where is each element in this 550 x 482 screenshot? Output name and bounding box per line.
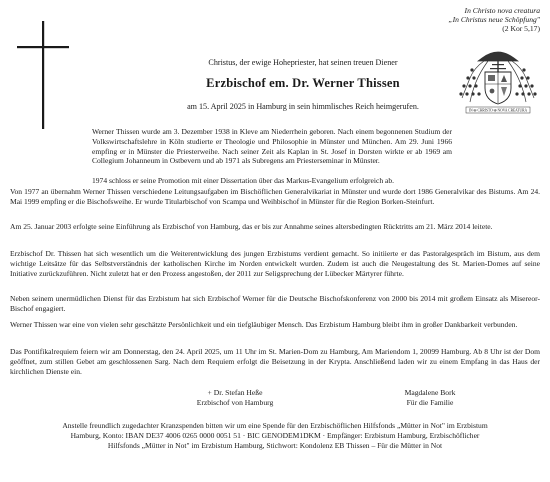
donation-notice	[10, 421, 540, 450]
biography-paragraph: Werner Thissen wurde am 3. Dezember 1938 in Kleve am Niederrhein geboren. Nach einem begonnenen Studium der Volkswirtschaftslehre in Köln studierte er Theologie und Philosophie in Münster und München. Am 29. Juni 1966 empfing er in Münster die Priesterweihe. Nach seiner Zeit als Kaplan in St. Josef in Dorsten wirkte er ab 1969 am Collegium Johanneum in Ostbevern und ab 1971 als Subregens am Priesterseminar in Münster.	[92, 127, 452, 166]
signature-name: Magdalene Bork	[404, 388, 456, 397]
motto-reference: (2 Kor 5,17)	[502, 24, 540, 33]
svg-text:IN ✠ CHRISTO ✠ NOVA CREATURA: IN ✠ CHRISTO ✠ NOVA CREATURA	[468, 108, 528, 113]
biography-paragraph: Werner Thissen war eine von vielen sehr geschätzte Persönlichkeit und ein tiefgläubiger Mensch. Das Erzbistum Hamburg bleibt ihm in großer Dankbarkeit verbunden.	[10, 320, 518, 329]
deceased-name: Erzbischof em. Dr. Werner Thissen	[206, 76, 400, 90]
motto-block	[448, 6, 540, 33]
biography-paragraph: Neben seinem unermüdlichen Dienst für das Erzbistum hat sich Erzbischof Werner für die Deutsche Bischofskonferenz von 2000 bis 2014 mit großem Einsatz als Misereor-Bischof engagiert.	[10, 294, 540, 313]
signature-name: + Dr. Stefan Heße	[207, 388, 263, 397]
signature-archbishop	[150, 388, 320, 408]
cross-icon	[0, 0, 80, 140]
biography-paragraph: Am 25. Januar 2003 erfolgte seine Einführung als Erzbischof von Hamburg, das er bis zur Annahme seines altersbedingten Rücktritts am 21. März 2014 leitete.	[10, 222, 493, 231]
donation-line: Anstelle freundlich zugedachter Kranzspenden bitten wir um eine Spende für den Erzbischöflichen Hilfsfonds „Mütter in Not" im Erzbistum	[62, 421, 488, 430]
biography-paragraph: Von 1977 an übernahm Werner Thissen verschiedene Leitungsaufgaben im Bischöflichen Generalvikariat in Münster und wurde dort 1986 Generalvikar des Bistums. Am 24. Mai 1999 empfing er die Bischofsweihe. Er wurde Titularbischof von Scampa und Weihbischof in Münster für die Region Borken-Steinfurt.	[10, 187, 540, 206]
signature-title: Erzbischof von Hamburg	[196, 397, 274, 407]
donation-bank-details: Hamburg, Konto: IBAN DE37 4006 0265 0000 0051 51 · BIC GENODEM1DKM · Empfänger: Erzbistum Hamburg, Erzbischöflicher	[70, 430, 480, 440]
death-statement: am 15. April 2025 in Hamburg in sein himmlisches Reich heimgerufen.	[187, 102, 419, 111]
donation-reference: Hilfsfonds „Mütter in Not" im Erzbistum Hamburg, Stichwort: Kondolenz EB Thissen – Für die Mütter in Not	[107, 440, 443, 450]
intro-line: Christus, der ewige Hohepriester, hat seinen treuen Diener	[208, 58, 398, 67]
signature-title: Für die Familie	[406, 397, 454, 407]
motto-latin: In Christo nova creatura	[464, 6, 540, 15]
funeral-details-paragraph: Das Pontifikalrequiem feiern wir am Donnerstag, den 24. April 2025, um 11 Uhr im St. Marien-Dom zu Hamburg, Am Mariendom 1, 20099 Hamburg. Ab 8 Uhr ist der Dom geöffnet, zum stillen Gebet am geschlossenen Sarg. Nach dem Requiem erfolgt die Beisetzung in der Krypta. Anschließend laden wir zu einem Empfang in das Haus der kirchlichen Dienste ein.	[10, 347, 540, 376]
biography-paragraph: 1974 schloss er seine Promotion mit einer Dissertation über das Markus-Evangelium erfolgreich ab.	[92, 176, 395, 185]
signature-family	[345, 388, 515, 408]
motto-german: „In Christus neue Schöpfung"	[448, 15, 540, 24]
biography-paragraph: Erzbischof Dr. Thissen hat sich wesentlich um die Weiterentwicklung des jungen Erzbistums verdient gemacht. So initiierte er das Pastoralgespräch im Bistum, aus dem wichtige Leitsätze für das Selbstverständnis der katholischen Kirche im Norden entwickelt wurden. Zudem ist auch die Neugestaltung des St. Marien-Domes auf seine Initiative zurückzuführen. Nicht zuletzt hat er den Prozess angestoßen, der 2011 zur Seligsprechung der Lübecker Märtyrer führte.	[10, 249, 540, 278]
